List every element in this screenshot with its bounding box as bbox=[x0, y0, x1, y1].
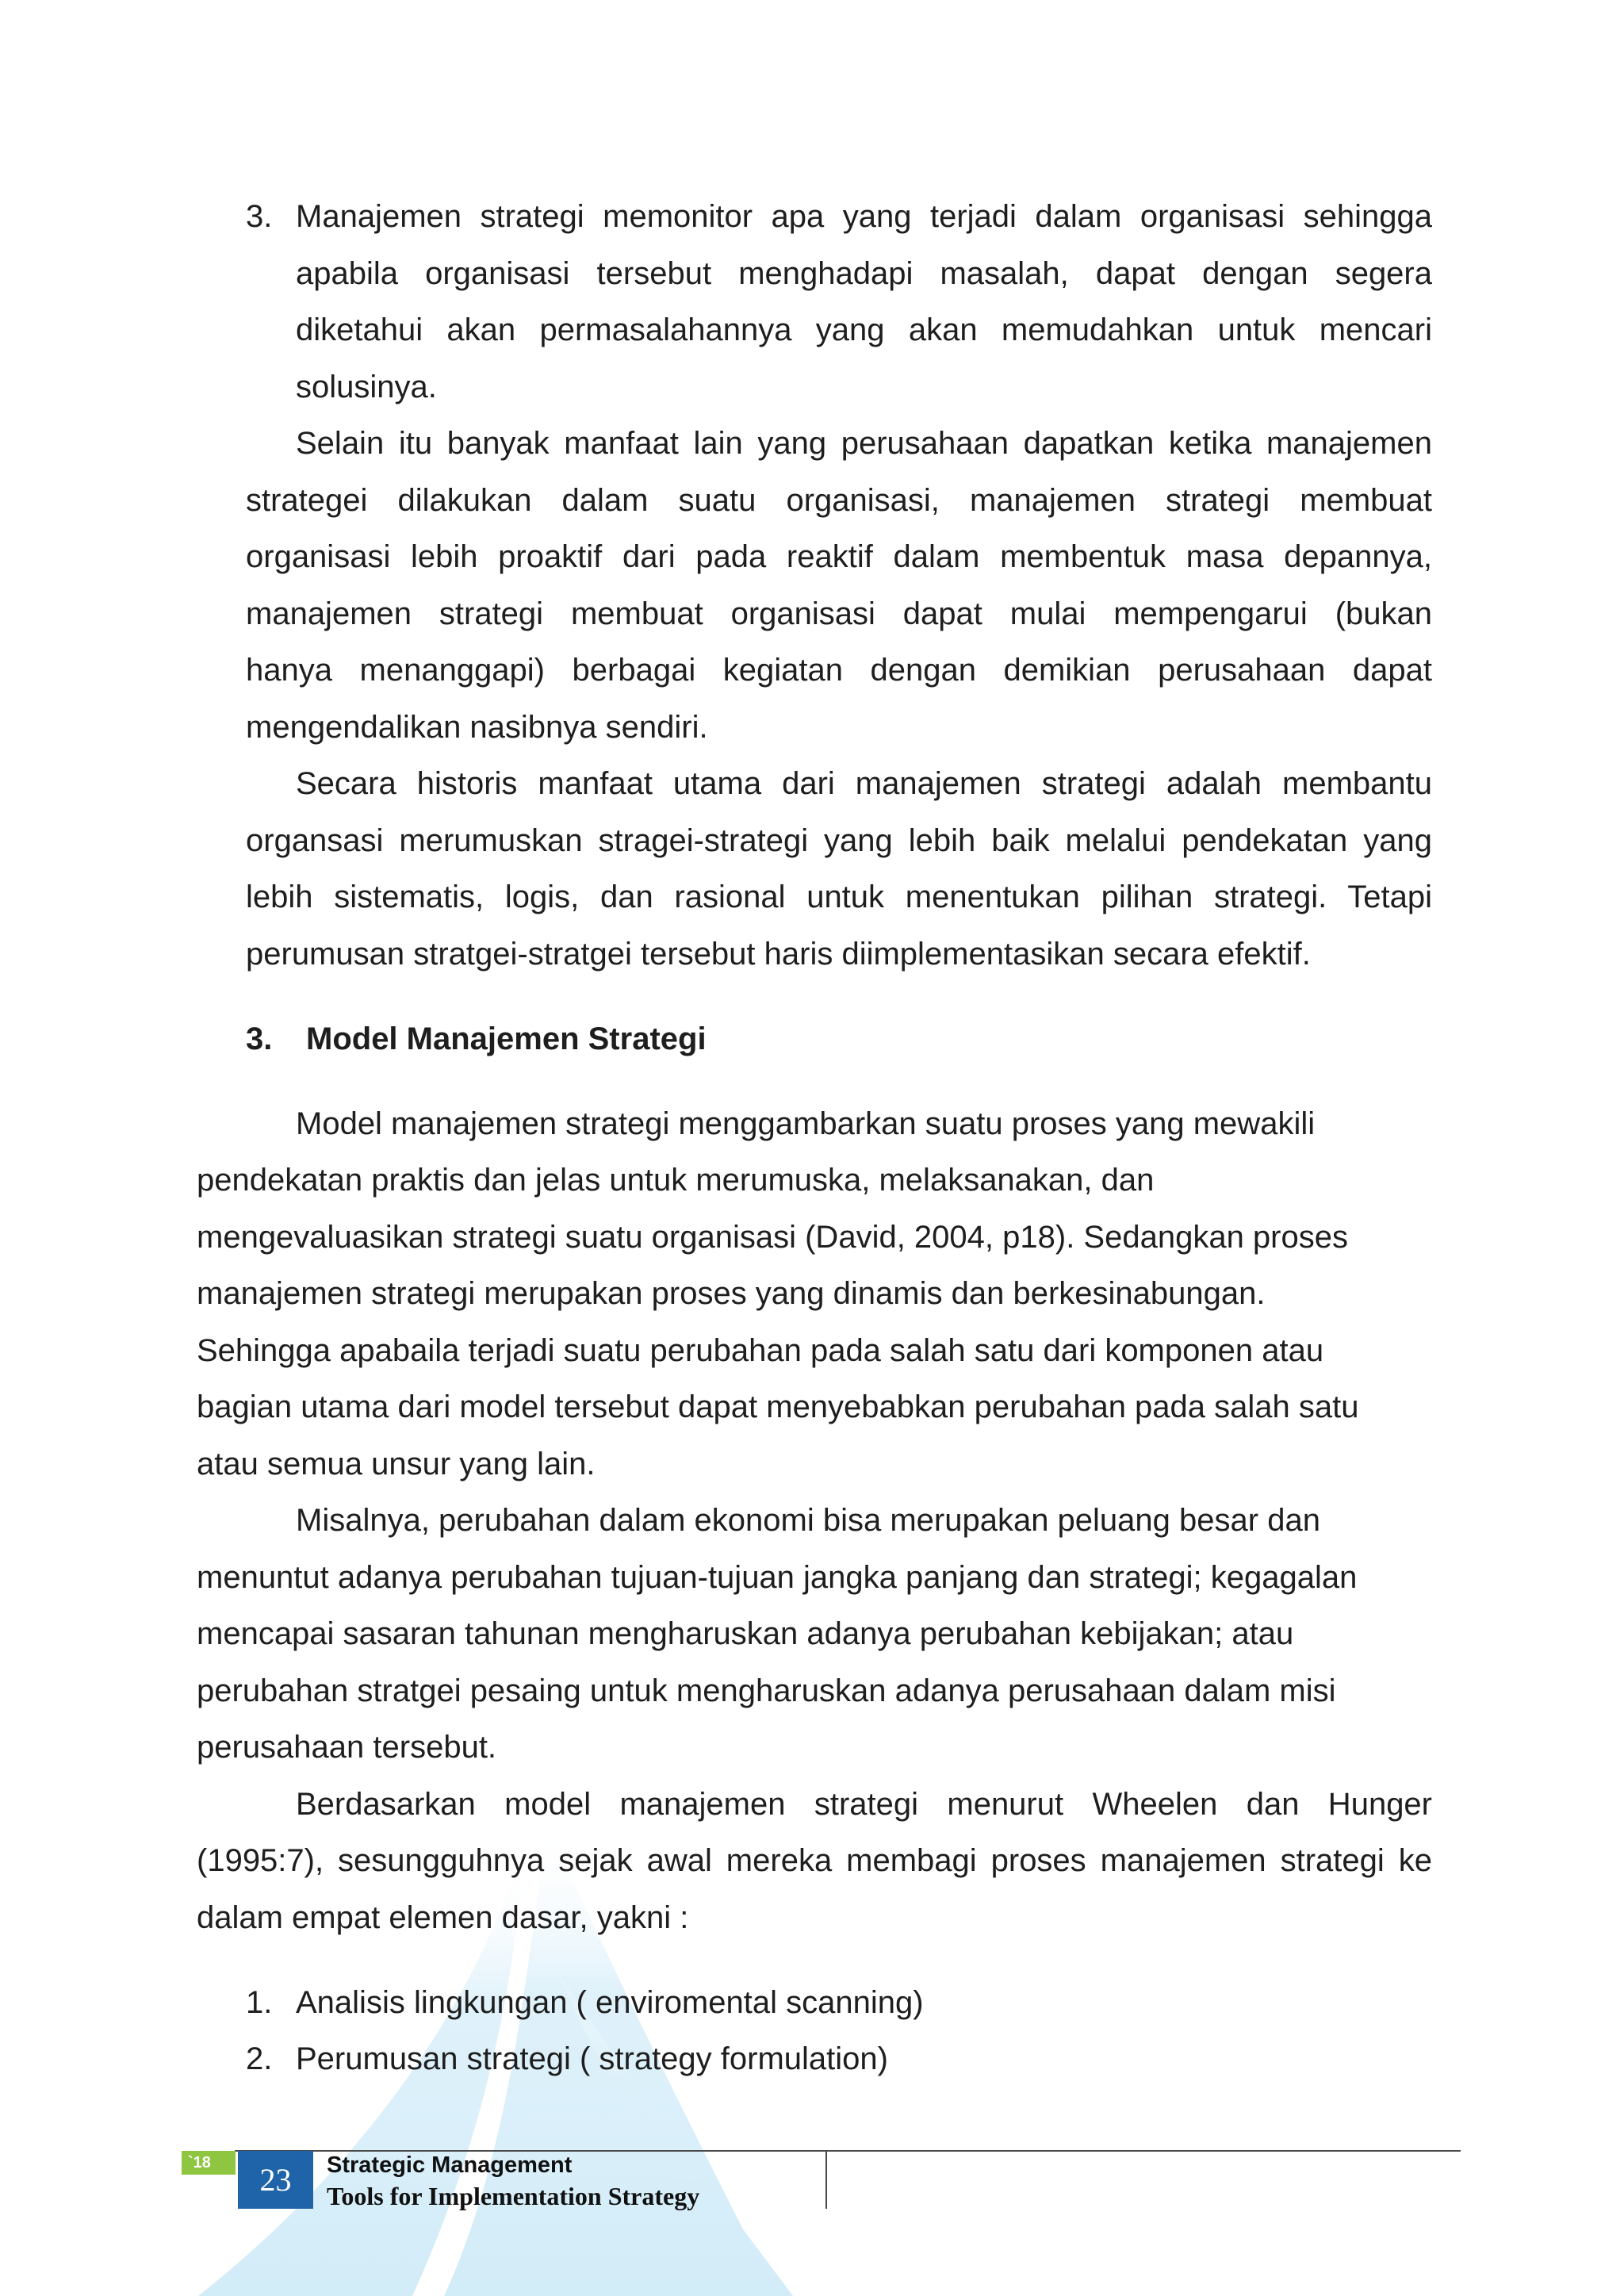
paragraph-line: Misalnya, perubahan dalam ekonomi bisa merupakan peluang besar dan bbox=[296, 1503, 1320, 1538]
paragraph-line: manajemen strategi membuat organisasi dapat mulai mempengarui (bukan bbox=[246, 596, 1432, 631]
list-item-line: Manajemen strategi memonitor apa yang terjadi dalam organisasi sehingga bbox=[296, 199, 1432, 234]
paragraph-line: pendekatan praktis dan jelas untuk merumuska, melaksanakan, dan bbox=[197, 1163, 1155, 1198]
paragraph-line: mengevaluasikan strategi suatu organisasi (David, 2004, p18). Sedangkan proses bbox=[197, 1220, 1348, 1255]
footer-title: Strategic Management bbox=[327, 2152, 573, 2178]
paragraph-line: organisasi lebih proaktif dari pada reaktif dalam membentuk masa depannya, bbox=[246, 539, 1432, 574]
paragraph-line: organsasi merumuskan stragei-strategi yang lebih baik melalui pendekatan yang bbox=[246, 823, 1432, 858]
list-item-line: solusinya. bbox=[296, 370, 437, 404]
footer-rule bbox=[235, 2150, 1461, 2152]
paragraph-line: Berdasarkan model manajemen strategi menurut Wheelen dan Hunger bbox=[296, 1787, 1432, 1822]
paragraph-line: bagian utama dari model tersebut dapat menyebabkan perubahan pada salah satu bbox=[197, 1389, 1359, 1424]
paragraph-line: mengendalikan nasibnya sendiri. bbox=[246, 710, 708, 745]
paragraph-line: menuntut adanya perubahan tujuan-tujuan jangka panjang dan strategi; kegagalan bbox=[197, 1560, 1358, 1595]
list-item-line: diketahui akan permasalahannya yang akan memudahkan untuk mencari bbox=[296, 312, 1432, 347]
section-heading-number: 3. bbox=[246, 1022, 273, 1056]
paragraph-line: dalam empat elemen dasar, yakni : bbox=[197, 1900, 689, 1935]
paragraph-line: Secara historis manfaat utama dari manajemen strategi adalah membantu bbox=[296, 766, 1432, 801]
paragraph-line: Model manajemen strategi menggambarkan suatu proses yang mewakili bbox=[296, 1106, 1316, 1141]
paragraph-line: Selain itu banyak manfaat lain yang perusahaan dapatkan ketika manajemen bbox=[296, 426, 1432, 461]
footer-divider bbox=[825, 2152, 827, 2209]
list-item-text: Analisis lingkungan ( enviromental scanning) bbox=[296, 1985, 924, 2020]
paragraph-line: manajemen strategi merupakan proses yang dinamis dan berkesinabungan. bbox=[197, 1276, 1266, 1311]
page-number: 23 bbox=[238, 2151, 313, 2209]
paragraph-line: perumusan stratgei-stratgei tersebut haris diimplementasikan secara efektif. bbox=[246, 937, 1311, 972]
footer-subtitle: Tools for Implementation Strategy bbox=[327, 2182, 700, 2210]
list-item-number: 2. bbox=[246, 2041, 273, 2076]
paragraph-line: perubahan stratgei pesaing untuk mengharuskan adanya perusahaan dalam misi bbox=[197, 1673, 1336, 1708]
paragraph-line: (1995:7), sesungguhnya sejak awal mereka membagi proses manajemen strategi ke bbox=[197, 1843, 1432, 1878]
footer-year-badge: `18 bbox=[182, 2151, 236, 2175]
list-item-number: 3. bbox=[246, 199, 273, 234]
paragraph-line: lebih sistematis, logis, dan rasional untuk menentukan pilihan strategi. Tetapi bbox=[246, 880, 1432, 914]
paragraph-line: strategei dilakukan dalam suatu organisasi, manajemen strategi membuat bbox=[246, 483, 1432, 518]
list-item-line: apabila organisasi tersebut menghadapi masalah, dapat dengan segera bbox=[296, 256, 1432, 291]
paragraph-line: hanya menanggapi) berbagai kegiatan dengan demikian perusahaan dapat bbox=[246, 653, 1432, 688]
paragraph-line: mencapai sasaran tahunan mengharuskan adanya perubahan kebijakan; atau bbox=[197, 1616, 1294, 1651]
list-item-number: 1. bbox=[246, 1985, 273, 2020]
section-heading-title: Model Manajemen Strategi bbox=[306, 1022, 707, 1056]
paragraph-line: atau semua unsur yang lain. bbox=[197, 1447, 596, 1481]
paragraph-line: Sehingga apabaila terjadi suatu perubahan pada salah satu dari komponen atau bbox=[197, 1333, 1324, 1368]
list-item-text: Perumusan strategi ( strategy formulation) bbox=[296, 2041, 888, 2076]
paragraph-line: perusahaan tersebut. bbox=[197, 1730, 497, 1765]
